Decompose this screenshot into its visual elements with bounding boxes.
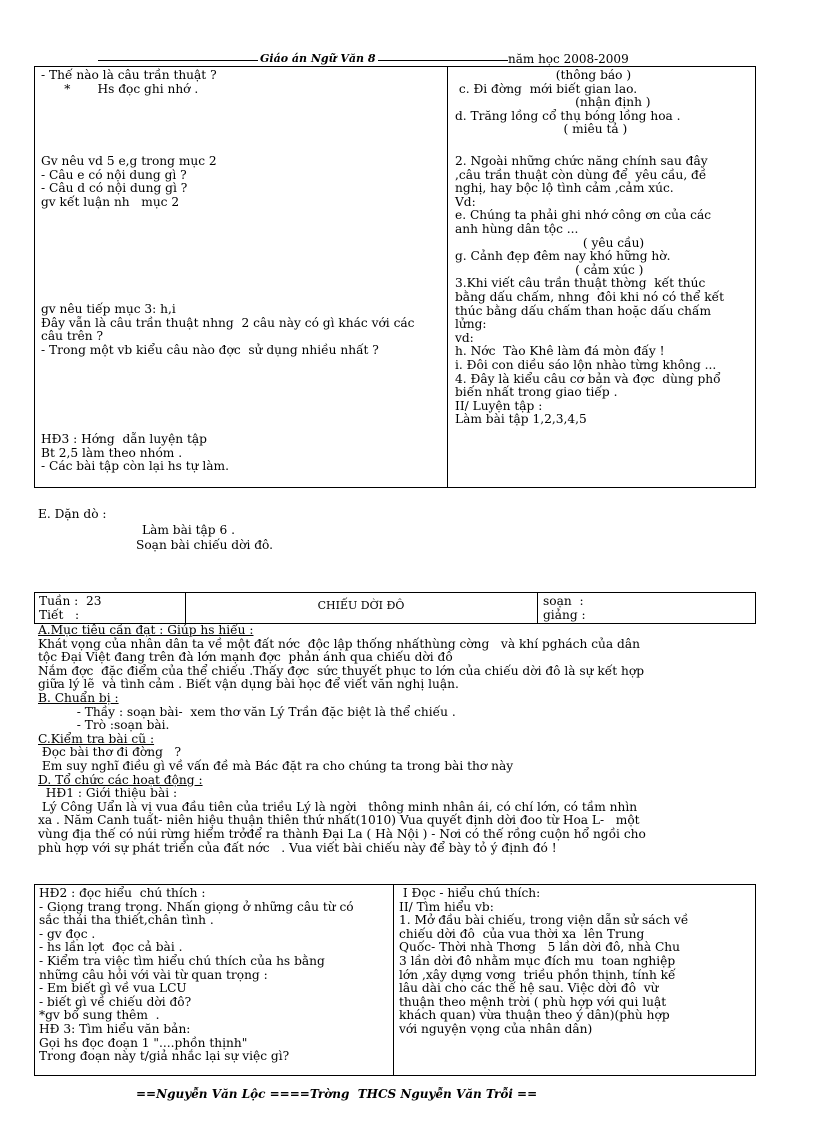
text-line: 2. Ngoài những chức năng chính sau đây <box>455 154 708 168</box>
lesson-table-2 <box>34 884 756 1076</box>
text-line: Gv nêu vd 5 e,g trong mục 2 <box>41 154 217 168</box>
text-line: 3.Khi viết câu trần thuật thờng kết thúc <box>455 276 706 291</box>
text-line: II/ Luyện tập : <box>455 398 543 413</box>
text-line: - Em biết gì về vua LCU <box>39 981 187 996</box>
homework-section <box>38 508 273 553</box>
header-title: Giáo án Ngữ Văn 8 <box>260 52 376 65</box>
text-line: biến nhất trong giao tiếp . <box>455 385 618 400</box>
section-heading: B. Chuẩn bị : <box>38 690 119 705</box>
content-block-1 <box>455 69 753 137</box>
section-heading: A.Mục tiêu cần đạt : Giúp hs hiểu : <box>38 623 254 637</box>
text-line: - Các bài tập còn lại hs tự làm. <box>41 459 229 474</box>
section-heading: D. Tổ chức các hoạt động : <box>38 772 203 787</box>
text-line: g. Cảnh đẹp đêm nay khó hững hờ. <box>455 249 671 264</box>
text-line: Làm bài tập 1,2,3,4,5 <box>455 412 587 427</box>
period-label: Tiết : <box>39 608 80 622</box>
section-heading: C.Kiểm tra bài cũ : <box>38 731 155 746</box>
text-line: - Thế nào là câu trần thuật ? <box>41 68 217 82</box>
text-line: HĐ 3: Tìm hiểu văn bản: <box>39 1021 191 1036</box>
text-line: - Thầy : soạn bài- xem thơ văn Lý Trần đặc biệt là thể chiếu . <box>38 704 456 719</box>
week-label: Tuần : 23 <box>39 594 102 608</box>
content-column <box>399 887 753 1037</box>
text-line: h. Nớc Tào Khê làm đá mòn đấy ! <box>455 344 665 359</box>
text-line: câu trên ? <box>41 329 104 344</box>
homework-heading: E. Dặn dò : <box>38 507 107 521</box>
text-line: thuận theo mệnh trời ( phù hợp với qui luật <box>399 994 667 1009</box>
text-line: *gv bổ sung thêm . <box>39 1008 160 1023</box>
text-line: vd: <box>455 330 474 345</box>
text-line: Đây vẫn là câu trần thuật nhng 2 câu này có gì khác với các <box>41 315 415 330</box>
text-line: - Giọng trang trọng. Nhấn giọng ở những câu từ có <box>39 899 354 914</box>
taught-date: giảng : <box>543 608 586 622</box>
text-line: anh hùng dân tộc ... <box>455 221 579 236</box>
text-line: xa . Năm Canh tuất- niên hiệu thuận thiên thứ nhất(1010) Vua quyết định dời đoo từ Hoa L- một <box>38 813 640 828</box>
text-line: giữa lý lẽ và tình cảm . Biết vận dụng bài học để viết văn nghị luận. <box>38 677 459 692</box>
header-school-year: năm học 2008-2009 <box>508 52 629 66</box>
prepared-date: soạn : <box>543 594 584 608</box>
page-footer: ==Nguyễn Văn Lộc ====Trờng THCS Nguyễn Văn Trỗi == <box>136 1087 538 1101</box>
text-line: sắc thái tha thiết,chân tình . <box>39 913 214 928</box>
text-line: ( cảm xúc ) <box>455 262 644 277</box>
lesson-table-1 <box>34 66 756 488</box>
text-line: vùng địa thế có núi rừng hiểm trởđể ra thành Đại La ( Hà Nội ) - Nơi có thế rồng cuộn hổ ngồi cho <box>38 826 646 841</box>
text-line: HĐ3 : Hớng dẫn luyện tập <box>41 432 207 446</box>
text-line: 3 lần dời đô nhằm mục đích mu toan nghiệp <box>399 953 676 968</box>
text-line: nghị, hay bộc lộ tình cảm ,cảm xúc. <box>455 181 674 196</box>
text-line: HĐ2 : đọc hiểu chú thích : <box>39 886 206 900</box>
teacher-activity-3 <box>41 303 445 357</box>
table-divider <box>447 67 448 487</box>
text-line: * Hs đọc ghi nhớ . <box>41 81 199 96</box>
text-line: Em suy nghĩ điều gì về vấn đề mà Bác đặt ra cho chúng ta trong bài thơ này <box>38 758 514 773</box>
text-line: c. Đi đờng mới biết gian lao. <box>455 81 638 96</box>
teacher-activity-4 <box>41 433 441 474</box>
text-line: Vd: <box>455 194 476 209</box>
text-line: những câu hỏi với vài từ quan trọng : <box>39 967 268 982</box>
text-line: e. Chúng ta phải ghi nhớ công ơn của các <box>455 208 712 223</box>
text-line: lớn ,xây dựng vơng triều phồn thịnh, tính kế <box>399 967 676 982</box>
text-line: II/ Tìm hiểu vb: <box>399 899 494 914</box>
lesson-body <box>38 624 646 855</box>
text-line: 1. Mở đầu bài chiếu, trong viện dẫn sử sách về <box>399 913 689 928</box>
text-line: ( miêu tả ) <box>455 122 628 137</box>
text-line: Gọi hs đọc đoạn 1 "....phồn thịnh" <box>39 1035 248 1050</box>
text-line: Quốc- Thời nhà Thơng 5 lần dời đô, nhà Chu <box>399 940 681 955</box>
text-line: bằng dấu chấm, nhng đôi khi nó có thể kết <box>455 289 725 304</box>
lesson-info-table <box>34 592 756 624</box>
text-line: HĐ1 : Giới thiệu bài : <box>38 786 178 801</box>
text-line: gv nêu tiếp mục 3: h,i <box>41 302 176 316</box>
text-line: chiếu dời đô của vua thời xa lên Trung <box>399 926 645 941</box>
text-line: - Kiểm tra việc tìm hiểu chú thích của hs bằng <box>39 953 325 968</box>
text-line: thúc bằng dấu chấm than hoặc dấu chấm <box>455 303 712 318</box>
text-line: - Câu d có nội dung gì ? <box>41 181 188 196</box>
table-divider <box>537 593 538 623</box>
text-line: gv kết luận nh mục 2 <box>41 194 180 209</box>
text-line: - hs lần lợt đọc cả bài . <box>39 940 183 955</box>
text-line: i. Đôi con diều sáo lộn nhào từng không ... <box>455 357 717 372</box>
text-line: (thông báo ) <box>455 68 632 82</box>
text-line: ( yêu cầu) <box>455 235 645 250</box>
text-line: với nguyện vọng của nhân dân) <box>399 1021 593 1036</box>
text-line: - Trong một vb kiểu câu nào đợc sử dụng nhiều nhất ? <box>41 342 379 357</box>
text-line: (nhận định ) <box>455 95 651 110</box>
text-line: Nắm đợc đặc điểm của thể chiếu .Thấy đợc sức thuyết phục to lớn của chiếu dời đô là sự kết hợp <box>38 663 645 678</box>
text-line: ,câu trần thuật còn dùng để yêu cầu, đề <box>455 167 707 182</box>
text-line: - Câu e có nội dung gì ? <box>41 167 187 182</box>
text-line: - gv đọc . <box>39 926 96 941</box>
text-line: Bt 2,5 làm theo nhóm . <box>41 445 183 460</box>
text-line: phù hợp với sự phát triển của đất nớc . Vua viết bài chiếu này để bày tỏ ý định đó ! <box>38 840 557 855</box>
text-line: - biết gì về chiếu dời đô? <box>39 994 192 1009</box>
text-line: tộc Đại Việt đang trên đà lớn mạnh đợc phản ánh qua chiếu dời đô <box>38 650 453 665</box>
text-line: khách quan) vừa thuận theo ý dân)(phù hợp <box>399 1008 670 1023</box>
text-line: Khát vọng của nhân dân ta về một đất nớc độc lập thống nhấthùng cờng và khí pghách của dân <box>38 636 640 651</box>
text-line: - Trò :soạn bài. <box>38 718 170 733</box>
table-divider <box>393 885 394 1075</box>
teacher-activity-2 <box>41 155 441 209</box>
content-block-2 <box>455 155 753 427</box>
teacher-activity-column <box>39 887 389 1064</box>
text-line: Đọc bài thơ đi đờng ? <box>38 745 182 760</box>
homework-line: Soạn bài chiếu dời đô. <box>136 538 274 553</box>
teacher-activity-1 <box>41 69 441 96</box>
text-line: lâu dài cho các thế hệ sau. Việc dời đô vừ <box>399 981 659 996</box>
text-line: Lý Công Uẩn là vị vua đầu tiên của triều Lý là ngời thông minh nhân ái, có chí lớn, có tầm nhìn <box>38 799 638 814</box>
homework-line: Làm bài tập 6 . <box>142 522 235 537</box>
text-line: lửng: <box>455 317 487 332</box>
text-line: I Đọc - hiểu chú thích: <box>399 886 541 900</box>
text-line: d. Trăng lồng cổ thụ bóng lồng hoa . <box>455 108 681 123</box>
text-line: Trong đoạn này t/giả nhắc lại sự việc gì? <box>39 1049 290 1064</box>
text-line: 4. Đây là kiểu câu cơ bản và đợc dùng phổ <box>455 371 721 386</box>
lesson-title: CHIẾU DỜI ĐÔ <box>317 599 405 612</box>
